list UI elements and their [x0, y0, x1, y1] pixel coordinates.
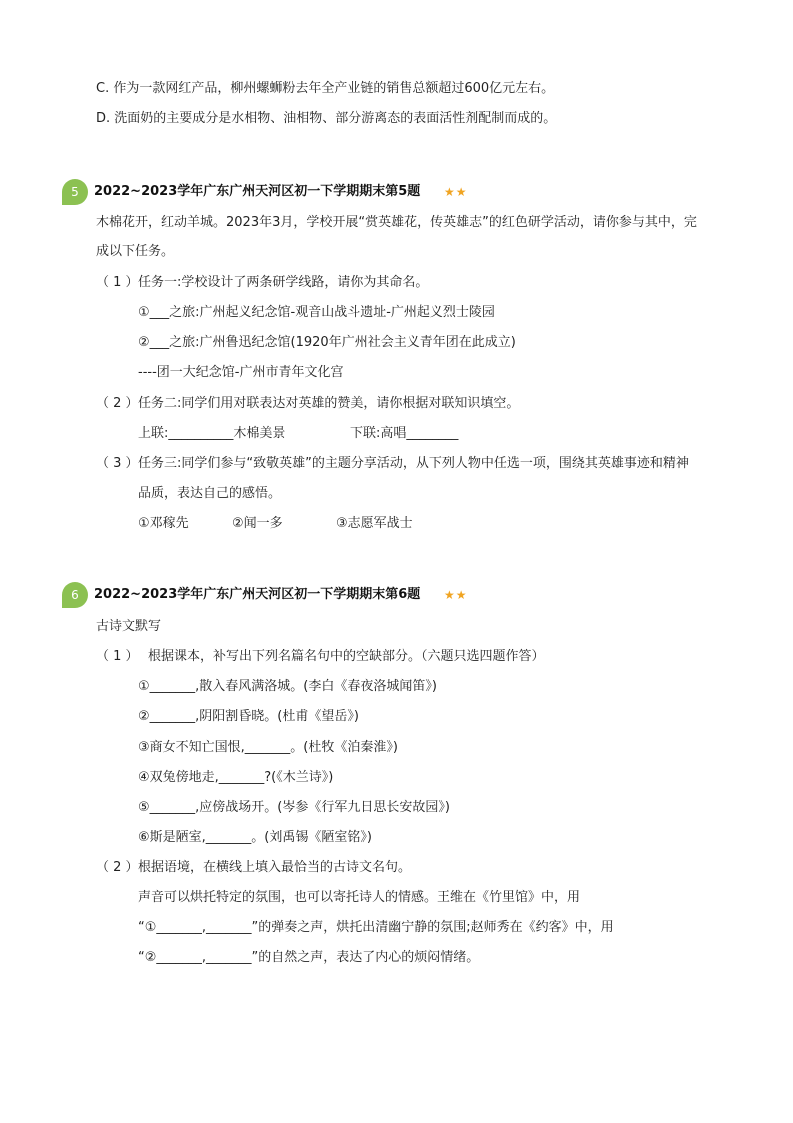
q5-intro-line-2: 成以下任务。: [96, 244, 175, 259]
q6-part-2-label: （ 2 ）: [96, 860, 139, 875]
question-number-badge: 6: [62, 582, 88, 608]
q5-route-1: ①___之旅:广州起义纪念馆-观音山战斗遗址-广州起义烈士陵园: [138, 305, 495, 320]
q5-part-1-label: （ 1 ）: [96, 275, 139, 290]
poem-item-1: ①_______,散入春风满洛城。(李白《春夜洛城闻笛》): [138, 679, 437, 694]
difficulty-stars-icon: ★★: [444, 185, 468, 199]
q6-part-2-text: 根据语境，在横线上填入最恰当的古诗文名句。: [138, 860, 412, 875]
hero-option-3: ③志愿军战士: [336, 516, 413, 531]
hero-option-1: ①邓稼先: [138, 516, 189, 531]
q5-part-1-text: 任务一:学校设计了两条研学线路，请你为其命名。: [138, 275, 429, 290]
poem-item-4: ④双兔傍地走,_______?(《木兰诗》): [138, 770, 334, 785]
q5-part-3-text-2: 品质，表达自己的感悟。: [138, 486, 282, 501]
poem-item-2: ②_______,阴阳割昏晓。(杜甫《望岳》): [138, 709, 359, 724]
q5-part-2-label: （ 2 ）: [96, 396, 139, 411]
q5-part-3-text-1: 任务三:同学们参与“致敬英雄”的主题分享活动，从下列人物中任选一项，围绕其英雄事迹和精神: [138, 456, 689, 471]
couplet-upper: 上联:__________木棉美景: [138, 426, 286, 441]
q5-part-2-text: 任务二:同学们用对联表达对英雄的赞美，请你根据对联知识填空。: [138, 396, 520, 411]
context-line-2: “①_______,_______”的弹奏之声，烘托出清幽宁静的氛围;赵师秀在《约客》中，用: [138, 920, 614, 935]
poem-item-5: ⑤_______,应傍战场开。(岑参《行军九日思长安故园》): [138, 800, 450, 815]
question-number-badge: 5: [62, 179, 88, 205]
poem-item-6: ⑥斯是陋室,_______。(刘禹锡《陋室铭》): [138, 830, 372, 845]
q5-intro-line-1: 木棉花开，红动羊城。2023年3月，学校开展“赏英雄花，传英雄志”的红色研学活动，请你参与其中，完: [96, 215, 697, 230]
q5-part-3-label: （ 3 ）: [96, 456, 139, 471]
option-d-text: D. 洗面奶的主要成分是水相物、油相物、部分游离态的表面活性剂配制而成的。: [96, 111, 557, 126]
q5-route-2-continued: ----团一大纪念馆-广州市青年文化宫: [138, 365, 344, 380]
q6-part-1-text: 根据课本，补写出下列名篇名句中的空缺部分。（六题只选四题作答）: [148, 649, 545, 664]
context-line-3: “②_______,_______”的自然之声，表达了内心的烦闷情绪。: [138, 950, 480, 965]
question-title: 2022~2023学年广东广州天河区初一下学期期末第6题: [94, 587, 421, 602]
poem-item-3: ③商女不知亡国恨,_______。(杜牧《泊秦淮》): [138, 740, 398, 755]
couplet-lower: 下联:高唱________: [350, 426, 459, 441]
context-line-1: 声音可以烘托特定的氛围，也可以寄托诗人的情感。王维在《竹里馆》中，用: [138, 890, 581, 905]
q6-part-1-label: （ 1 ）: [96, 649, 139, 664]
hero-option-2: ②闻一多: [232, 516, 283, 531]
question-title: 2022~2023学年广东广州天河区初一下学期期末第5题: [94, 184, 421, 199]
q5-route-2: ②___之旅:广州鲁迅纪念馆(1920年广州社会主义青年团在此成立): [138, 335, 516, 350]
option-c-text: C. 作为一款网红产品，柳州螺蛳粉去年全产业链的销售总额超过600亿元左右。: [96, 81, 555, 96]
q6-intro: 古诗文默写: [96, 619, 162, 634]
difficulty-stars-icon: ★★: [444, 588, 468, 602]
